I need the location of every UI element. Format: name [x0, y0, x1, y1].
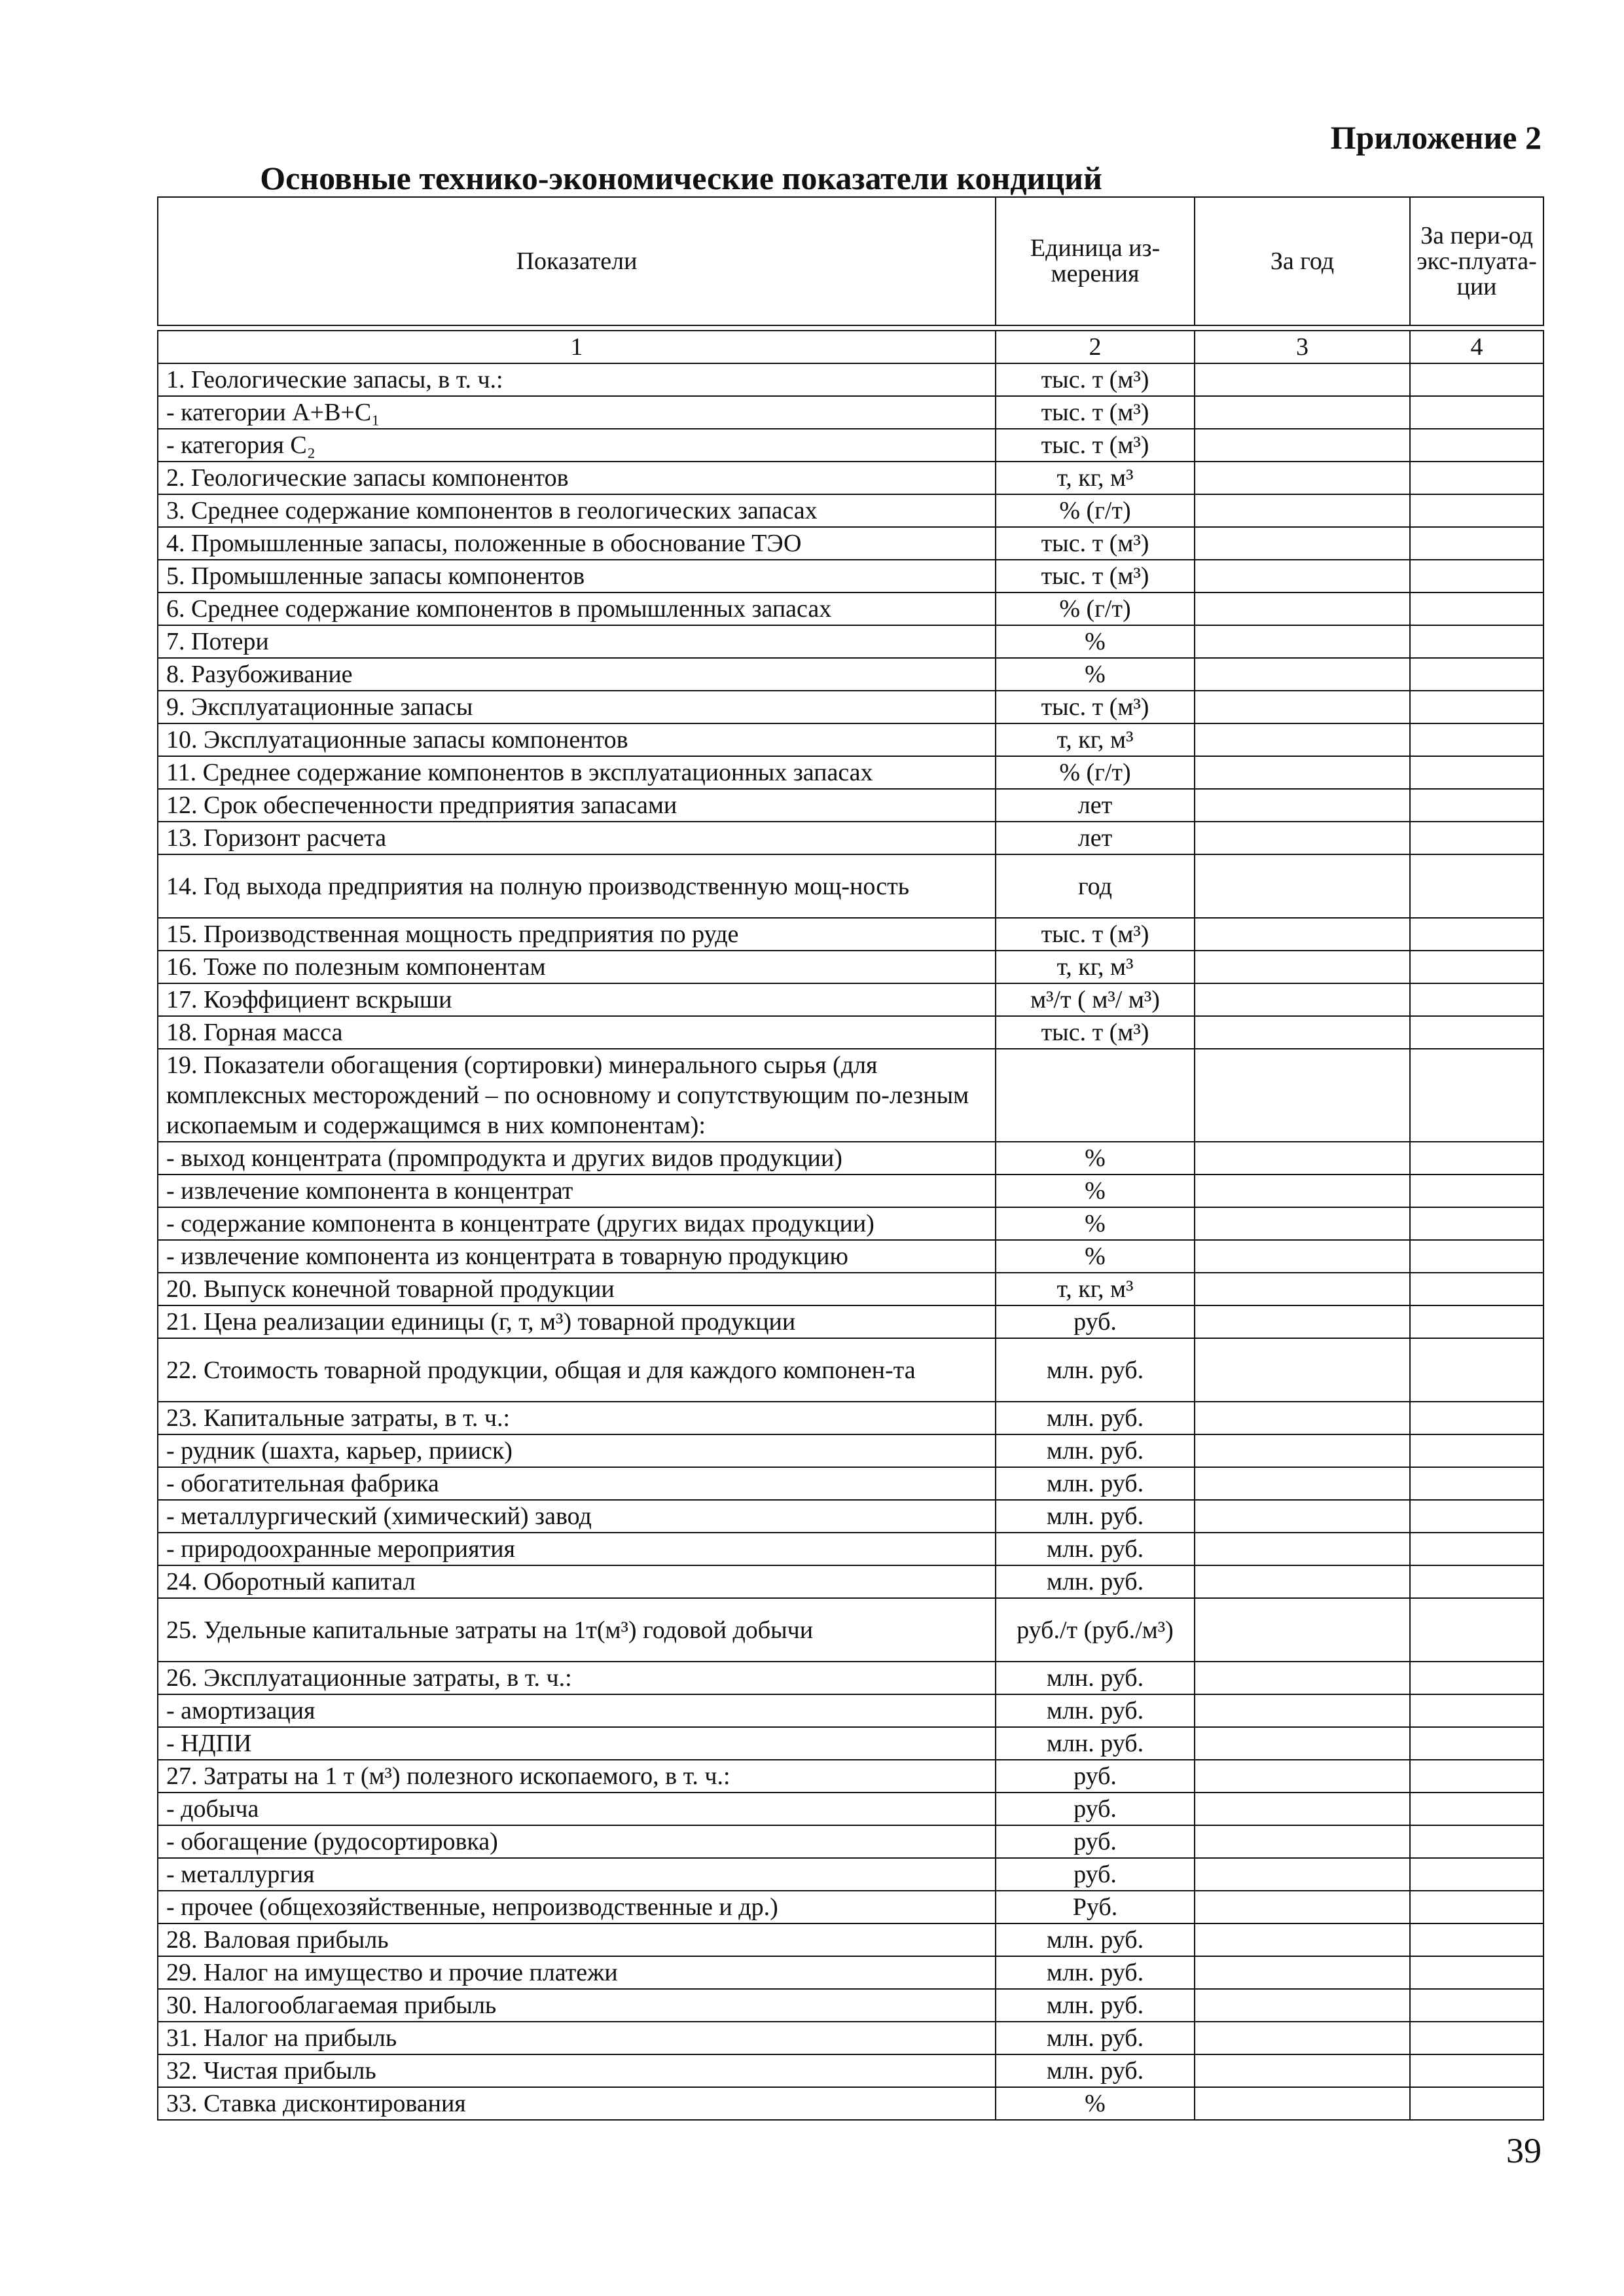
year-value-cell	[1195, 1662, 1410, 1694]
unit-cell: тыс. т (м³)	[996, 363, 1195, 396]
indicator-cell: 1. Геологические запасы, в т. ч.:	[158, 363, 996, 396]
table-header	[157, 196, 1544, 326]
indicator-cell: 22. Стоимость товарной продукции, общая и для каждого компонен-та	[158, 1338, 996, 1402]
indicator-cell: - обогащение (рудосортировка)	[158, 1825, 996, 1858]
table-row	[158, 1049, 1543, 1142]
unit-cell: тыс. т (м³)	[996, 691, 1195, 723]
table-row	[158, 1240, 1543, 1273]
year-value-cell	[1195, 592, 1410, 625]
table-row	[158, 396, 1543, 429]
table-row	[158, 951, 1543, 983]
indicator-cell: - металлургия	[158, 1858, 996, 1891]
year-value-cell	[1195, 1891, 1410, 1923]
indicator-cell: 11. Среднее содержание компонентов в эксплуатационных запасах	[158, 756, 996, 789]
header-indicators: Показатели	[158, 197, 996, 325]
year-value-cell	[1195, 1467, 1410, 1500]
indicator-cell: - обогатительная фабрика	[158, 1467, 996, 1500]
period-value-cell	[1410, 1989, 1543, 2022]
indicator-cell: 33. Ставка дисконтирования	[158, 2087, 996, 2120]
unit-cell: % (г/т)	[996, 756, 1195, 789]
indicator-cell: 14. Год выхода предприятия на полную производственную мощ-ность	[158, 854, 996, 918]
table-row	[158, 1727, 1543, 1760]
period-value-cell	[1410, 429, 1543, 462]
period-value-cell	[1410, 527, 1543, 560]
indicator-cell: 10. Эксплуатационные запасы компонентов	[158, 723, 996, 756]
unit-cell: руб.	[996, 1793, 1195, 1825]
indicator-cell: 26. Эксплуатационные затраты, в т. ч.:	[158, 1662, 996, 1694]
indicator-cell: 17. Коэффициент вскрыши	[158, 983, 996, 1016]
period-value-cell	[1410, 1858, 1543, 1891]
table-row	[158, 1402, 1543, 1434]
unit-cell: руб.	[996, 1858, 1195, 1891]
period-value-cell	[1410, 462, 1543, 494]
unit-cell: %	[996, 658, 1195, 691]
period-value-cell	[1410, 1825, 1543, 1858]
indicator-cell: 23. Капитальные затраты, в т. ч.:	[158, 1402, 996, 1434]
table-row	[158, 1175, 1543, 1207]
indicator-cell: 15. Производственная мощность предприятия по руде	[158, 918, 996, 951]
year-value-cell	[1195, 1858, 1410, 1891]
unit-cell: %	[996, 1240, 1195, 1273]
table-row	[158, 1533, 1543, 1565]
period-value-cell	[1410, 2087, 1543, 2120]
period-value-cell	[1410, 2022, 1543, 2054]
period-value-cell	[1410, 691, 1543, 723]
year-value-cell	[1195, 1305, 1410, 1338]
table-row	[158, 1825, 1543, 1858]
unit-cell: %	[996, 1175, 1195, 1207]
year-value-cell	[1195, 918, 1410, 951]
year-value-cell	[1195, 1273, 1410, 1305]
indicator-cell: - извлечение компонента из концентрата в товарную продукцию	[158, 1240, 996, 1273]
unit-cell: млн. руб.	[996, 2022, 1195, 2054]
indicator-cell: 12. Срок обеспеченности предприятия запасами	[158, 789, 996, 822]
unit-cell: % (г/т)	[996, 592, 1195, 625]
period-value-cell	[1410, 1694, 1543, 1727]
page-number: 39	[1506, 2131, 1542, 2170]
table-row	[158, 1467, 1543, 1500]
indicator-cell: - извлечение компонента в концентрат	[158, 1175, 996, 1207]
year-value-cell	[1195, 854, 1410, 918]
table-row	[158, 789, 1543, 822]
period-value-cell	[1410, 1956, 1543, 1989]
year-value-cell	[1195, 1142, 1410, 1175]
year-value-cell	[1195, 1240, 1410, 1273]
table-row	[158, 625, 1543, 658]
unit-cell: т, кг, м³	[996, 462, 1195, 494]
unit-cell: тыс. т (м³)	[996, 396, 1195, 429]
table-row	[158, 1565, 1543, 1598]
indicator-cell: - содержание компонента в концентрате (других видах продукции)	[158, 1207, 996, 1240]
table-row	[158, 658, 1543, 691]
table-row	[158, 1793, 1543, 1825]
indicator-cell: - прочее (общехозяйственные, непроизводственные и др.)	[158, 1891, 996, 1923]
period-value-cell	[1410, 1142, 1543, 1175]
period-value-cell	[1410, 396, 1543, 429]
unit-cell: млн. руб.	[996, 1402, 1195, 1434]
table-row	[158, 756, 1543, 789]
year-value-cell	[1195, 951, 1410, 983]
table-row	[158, 1338, 1543, 1402]
period-value-cell	[1410, 983, 1543, 1016]
period-value-cell	[1410, 1273, 1543, 1305]
unit-cell: тыс. т (м³)	[996, 1016, 1195, 1049]
indicator-cell: 24. Оборотный капитал	[158, 1565, 996, 1598]
indicator-cell: 19. Показатели обогащения (сортировки) минерального сырья (для комплексных месторождений – по основному и сопутствующим по-лезным ископаемым и содержащимся в них компонентам):	[158, 1049, 996, 1142]
indicator-cell: - металлургический (химический) завод	[158, 1500, 996, 1533]
year-value-cell	[1195, 1500, 1410, 1533]
period-value-cell	[1410, 951, 1543, 983]
indicator-cell: 18. Горная масса	[158, 1016, 996, 1049]
unit-cell: Руб.	[996, 1891, 1195, 1923]
period-value-cell	[1410, 1402, 1543, 1434]
year-value-cell	[1195, 1598, 1410, 1662]
period-value-cell	[1410, 2054, 1543, 2087]
column-number-row	[158, 331, 1543, 363]
year-value-cell	[1195, 2054, 1410, 2087]
table-row	[158, 1694, 1543, 1727]
table-row	[158, 1273, 1543, 1305]
year-value-cell	[1195, 429, 1410, 462]
year-value-cell	[1195, 2087, 1410, 2120]
period-value-cell	[1410, 723, 1543, 756]
indicator-cell: 20. Выпуск конечной товарной продукции	[158, 1273, 996, 1305]
year-value-cell	[1195, 560, 1410, 592]
table-row	[158, 822, 1543, 854]
unit-cell: лет	[996, 822, 1195, 854]
unit-cell: млн. руб.	[996, 1467, 1195, 1500]
period-value-cell	[1410, 494, 1543, 527]
year-value-cell	[1195, 1923, 1410, 1956]
unit-cell: год	[996, 854, 1195, 918]
period-value-cell	[1410, 1016, 1543, 1049]
period-value-cell	[1410, 1467, 1543, 1500]
period-value-cell	[1410, 1891, 1543, 1923]
period-value-cell	[1410, 1533, 1543, 1565]
indicator-cell: 32. Чистая прибыль	[158, 2054, 996, 2087]
table-row	[158, 1662, 1543, 1694]
year-value-cell	[1195, 822, 1410, 854]
period-value-cell	[1410, 1207, 1543, 1240]
indicator-cell: 6. Среднее содержание компонентов в промышленных запасах	[158, 592, 996, 625]
indicator-cell: 8. Разубоживание	[158, 658, 996, 691]
year-value-cell	[1195, 1793, 1410, 1825]
unit-cell: %	[996, 1207, 1195, 1240]
indicator-cell: 16. Тоже по полезным компонентам	[158, 951, 996, 983]
indicator-cell: 4. Промышленные запасы, положенные в обоснование ТЭО	[158, 527, 996, 560]
period-value-cell	[1410, 1434, 1543, 1467]
indicator-cell: - категории А+В+С₁	[158, 396, 996, 429]
table-row	[158, 691, 1543, 723]
year-value-cell	[1195, 1694, 1410, 1727]
unit-cell: млн. руб.	[996, 1989, 1195, 2022]
table-row	[158, 1891, 1543, 1923]
period-value-cell	[1410, 560, 1543, 592]
year-value-cell	[1195, 1956, 1410, 1989]
unit-cell: руб./т (руб./м³)	[996, 1598, 1195, 1662]
indicator-cell: 9. Эксплуатационные запасы	[158, 691, 996, 723]
table-row	[158, 1760, 1543, 1793]
indicator-cell: 29. Налог на имущество и прочие платежи	[158, 1956, 996, 1989]
year-value-cell	[1195, 527, 1410, 560]
table-row	[158, 1500, 1543, 1533]
period-value-cell	[1410, 1049, 1543, 1142]
indicator-cell: 21. Цена реализации единицы (г, т, м³) товарной продукции	[158, 1305, 996, 1338]
table-row	[158, 723, 1543, 756]
table-row	[158, 363, 1543, 396]
table-row	[158, 560, 1543, 592]
year-value-cell	[1195, 756, 1410, 789]
table-row	[158, 1858, 1543, 1891]
indicator-cell: - выход концентрата (промпродукта и других видов продукции)	[158, 1142, 996, 1175]
year-value-cell	[1195, 1338, 1410, 1402]
period-value-cell	[1410, 363, 1543, 396]
table-row	[158, 1142, 1543, 1175]
indicator-cell: 13. Горизонт расчета	[158, 822, 996, 854]
period-value-cell	[1410, 789, 1543, 822]
table-row	[158, 2087, 1543, 2120]
unit-cell: млн. руб.	[996, 1500, 1195, 1533]
table-row	[158, 494, 1543, 527]
year-value-cell	[1195, 625, 1410, 658]
appendix-label: Приложение 2	[1330, 119, 1542, 156]
unit-cell: млн. руб.	[996, 1338, 1195, 1402]
indicator-cell: - рудник (шахта, карьер, прииск)	[158, 1434, 996, 1467]
unit-cell: %	[996, 625, 1195, 658]
column-number: 3	[1195, 331, 1410, 363]
period-value-cell	[1410, 1793, 1543, 1825]
unit-cell: тыс. т (м³)	[996, 918, 1195, 951]
year-value-cell	[1195, 1402, 1410, 1434]
indicator-cell: 27. Затраты на 1 т (м³) полезного ископаемого, в т. ч.:	[158, 1760, 996, 1793]
period-value-cell	[1410, 756, 1543, 789]
indicator-cell: 31. Налог на прибыль	[158, 2022, 996, 2054]
year-value-cell	[1195, 1565, 1410, 1598]
year-value-cell	[1195, 1434, 1410, 1467]
period-value-cell	[1410, 1240, 1543, 1273]
period-value-cell	[1410, 1338, 1543, 1402]
indicator-cell: - природоохранные мероприятия	[158, 1533, 996, 1565]
unit-cell: млн. руб.	[996, 1727, 1195, 1760]
indicator-cell: 7. Потери	[158, 625, 996, 658]
period-value-cell	[1410, 918, 1543, 951]
indicator-cell: - категория С₂	[158, 429, 996, 462]
period-value-cell	[1410, 1305, 1543, 1338]
unit-cell: руб.	[996, 1760, 1195, 1793]
year-value-cell	[1195, 1049, 1410, 1142]
year-value-cell	[1195, 462, 1410, 494]
indicator-cell: 30. Налогооблагаемая прибыль	[158, 1989, 996, 2022]
year-value-cell	[1195, 1175, 1410, 1207]
indicator-cell: - амортизация	[158, 1694, 996, 1727]
period-value-cell	[1410, 625, 1543, 658]
year-value-cell	[1195, 1016, 1410, 1049]
period-value-cell	[1410, 1598, 1543, 1662]
unit-cell: млн. руб.	[996, 1956, 1195, 1989]
unit-cell: т, кг, м³	[996, 951, 1195, 983]
table-row	[158, 1598, 1543, 1662]
unit-cell: млн. руб.	[996, 2054, 1195, 2087]
year-value-cell	[1195, 1989, 1410, 2022]
unit-cell: млн. руб.	[996, 1923, 1195, 1956]
document-title: Основные технико-экономические показатели кондиций	[260, 160, 1102, 196]
table-row	[158, 1956, 1543, 1989]
column-number: 1	[158, 331, 996, 363]
unit-cell: млн. руб.	[996, 1565, 1195, 1598]
unit-cell: руб.	[996, 1305, 1195, 1338]
indicator-cell: 3. Среднее содержание компонентов в геологических запасах	[158, 494, 996, 527]
unit-cell: млн. руб.	[996, 1434, 1195, 1467]
table-row	[158, 462, 1543, 494]
table-row	[158, 1989, 1543, 2022]
unit-cell: лет	[996, 789, 1195, 822]
period-value-cell	[1410, 854, 1543, 918]
period-value-cell	[1410, 592, 1543, 625]
table-row	[158, 854, 1543, 918]
indicator-cell: 28. Валовая прибыль	[158, 1923, 996, 1956]
unit-cell: т, кг, м³	[996, 723, 1195, 756]
period-value-cell	[1410, 1565, 1543, 1598]
unit-cell	[996, 1049, 1195, 1142]
column-number: 4	[1410, 331, 1543, 363]
unit-cell: млн. руб.	[996, 1662, 1195, 1694]
period-value-cell	[1410, 1760, 1543, 1793]
period-value-cell	[1410, 658, 1543, 691]
year-value-cell	[1195, 1825, 1410, 1858]
table-row	[158, 2022, 1543, 2054]
unit-cell: т, кг, м³	[996, 1273, 1195, 1305]
year-value-cell	[1195, 1533, 1410, 1565]
unit-cell: %	[996, 1142, 1195, 1175]
indicator-cell: 5. Промышленные запасы компонентов	[158, 560, 996, 592]
header-unit: Единица из-мерения	[996, 197, 1195, 325]
year-value-cell	[1195, 363, 1410, 396]
indicators-table	[157, 330, 1544, 2121]
unit-cell: тыс. т (м³)	[996, 560, 1195, 592]
indicator-cell: 2. Геологические запасы компонентов	[158, 462, 996, 494]
table-row	[158, 527, 1543, 560]
table-row	[158, 1207, 1543, 1240]
period-value-cell	[1410, 1500, 1543, 1533]
year-value-cell	[1195, 789, 1410, 822]
table-row	[158, 1923, 1543, 1956]
unit-cell: руб.	[996, 1825, 1195, 1858]
indicator-cell: - добыча	[158, 1793, 996, 1825]
unit-cell: м³/т ( м³/ м³)	[996, 983, 1195, 1016]
year-value-cell	[1195, 1207, 1410, 1240]
year-value-cell	[1195, 396, 1410, 429]
unit-cell: тыс. т (м³)	[996, 527, 1195, 560]
header-per-operation-period: За пери-од экс-плуата-ции	[1410, 197, 1543, 325]
period-value-cell	[1410, 822, 1543, 854]
unit-cell: млн. руб.	[996, 1694, 1195, 1727]
period-value-cell	[1410, 1923, 1543, 1956]
indicator-cell: 25. Удельные капитальные затраты на 1т(м³) годовой добычи	[158, 1598, 996, 1662]
year-value-cell	[1195, 2022, 1410, 2054]
table-row	[158, 429, 1543, 462]
unit-cell: %	[996, 2087, 1195, 2120]
table-row	[158, 1016, 1543, 1049]
year-value-cell	[1195, 723, 1410, 756]
table-row	[158, 1434, 1543, 1467]
year-value-cell	[1195, 1760, 1410, 1793]
table-row	[158, 983, 1543, 1016]
period-value-cell	[1410, 1727, 1543, 1760]
year-value-cell	[1195, 691, 1410, 723]
year-value-cell	[1195, 1727, 1410, 1760]
period-value-cell	[1410, 1175, 1543, 1207]
unit-cell: млн. руб.	[996, 1533, 1195, 1565]
column-number: 2	[996, 331, 1195, 363]
unit-cell: % (г/т)	[996, 494, 1195, 527]
indicator-cell: - НДПИ	[158, 1727, 996, 1760]
period-value-cell	[1410, 1662, 1543, 1694]
header-per-year: За год	[1195, 197, 1410, 325]
table-row	[158, 918, 1543, 951]
table-row	[158, 1305, 1543, 1338]
table-row	[158, 592, 1543, 625]
table-row	[158, 2054, 1543, 2087]
year-value-cell	[1195, 658, 1410, 691]
year-value-cell	[1195, 494, 1410, 527]
unit-cell: тыс. т (м³)	[996, 429, 1195, 462]
year-value-cell	[1195, 983, 1410, 1016]
